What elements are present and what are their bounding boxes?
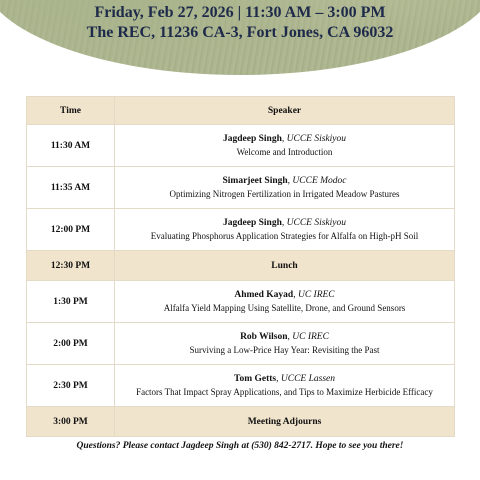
speaker-name: Tom Getts bbox=[234, 373, 277, 384]
time-cell: 3:00 PM bbox=[27, 407, 115, 437]
speaker-line: Rob Wilson, UC IREC bbox=[240, 331, 329, 342]
speaker-column-header: Speaker bbox=[115, 97, 455, 125]
break-label: Lunch bbox=[115, 251, 455, 281]
speaker-cell bbox=[115, 365, 455, 407]
contact-note: Questions? Please contact Jagdeep Singh at (530) 842-2717. Hope to see you there! bbox=[76, 441, 404, 451]
time-cell: 1:30 PM bbox=[27, 281, 115, 323]
talk-title: Evaluating Phosphorus Application Strategies for Alfalfa on High-pH Soil bbox=[150, 230, 419, 241]
time-cell: 12:00 PM bbox=[27, 209, 115, 251]
time-column-header: Time bbox=[27, 97, 115, 125]
speaker-name: Jagdeep Singh bbox=[223, 217, 282, 228]
speaker-cell bbox=[115, 125, 455, 167]
talk-title: Optimizing Nitrogen Fertilization in Irrigated Meadow Pastures bbox=[169, 188, 400, 199]
table-header-row bbox=[27, 97, 455, 125]
time-cell: 2:00 PM bbox=[27, 323, 115, 365]
speaker-org: UCCE Modoc bbox=[292, 175, 347, 186]
speaker-name: Rob Wilson bbox=[240, 331, 288, 342]
agenda-table bbox=[26, 96, 455, 437]
table-row bbox=[27, 365, 455, 407]
time-cell: 11:30 AM bbox=[27, 125, 115, 167]
event-location: The REC, 11236 CA-3, Fort Jones, CA 96032 bbox=[86, 24, 394, 41]
table-row-adjourn bbox=[27, 407, 455, 437]
speaker-line: Jagdeep Singh, UCCE Siskiyou bbox=[223, 133, 346, 144]
speaker-name: Simarjeet Singh bbox=[222, 175, 288, 186]
speaker-cell bbox=[115, 167, 455, 209]
speaker-org: UCCE Siskiyou bbox=[286, 133, 346, 144]
speaker-org: UC IREC bbox=[292, 331, 329, 342]
talk-title: Surviving a Low-Price Hay Year: Revisiting the Past bbox=[189, 344, 380, 355]
table-row bbox=[27, 125, 455, 167]
table-row-lunch bbox=[27, 251, 455, 281]
time-cell: 2:30 PM bbox=[27, 365, 115, 407]
speaker-org: UCCE Lassen bbox=[280, 373, 335, 384]
speaker-line: Simarjeet Singh, UCCE Modoc bbox=[222, 175, 347, 186]
table-row bbox=[27, 167, 455, 209]
speaker-name: Jagdeep Singh bbox=[223, 133, 282, 144]
speaker-line: Ahmed Kayad, UC IREC bbox=[234, 289, 335, 300]
speaker-name: Ahmed Kayad bbox=[234, 289, 294, 300]
speaker-org: UC IREC bbox=[297, 289, 335, 300]
speaker-org: UCCE Siskiyou bbox=[286, 217, 346, 228]
break-label: Meeting Adjourns bbox=[115, 407, 455, 437]
time-cell: 12:30 PM bbox=[27, 251, 115, 281]
speaker-cell bbox=[115, 323, 455, 365]
talk-title: Welcome and Introduction bbox=[236, 146, 333, 157]
speaker-cell bbox=[115, 209, 455, 251]
time-cell: 11:35 AM bbox=[27, 167, 115, 209]
talk-title: Alfalfa Yield Mapping Using Satellite, Drone, and Ground Sensors bbox=[163, 302, 406, 313]
table-row bbox=[27, 323, 455, 365]
speaker-line: Jagdeep Singh, UCCE Siskiyou bbox=[223, 217, 346, 228]
speaker-cell bbox=[115, 281, 455, 323]
event-date-time: Friday, Feb 27, 2026 | 11:30 AM – 3:00 PM bbox=[94, 4, 386, 21]
table-row bbox=[27, 281, 455, 323]
speaker-line: Tom Getts, UCCE Lassen bbox=[234, 373, 335, 384]
talk-title: Factors That Impact Spray Applications, and Tips to Maximize Herbicide Efficacy bbox=[136, 386, 433, 397]
table-row bbox=[27, 209, 455, 251]
